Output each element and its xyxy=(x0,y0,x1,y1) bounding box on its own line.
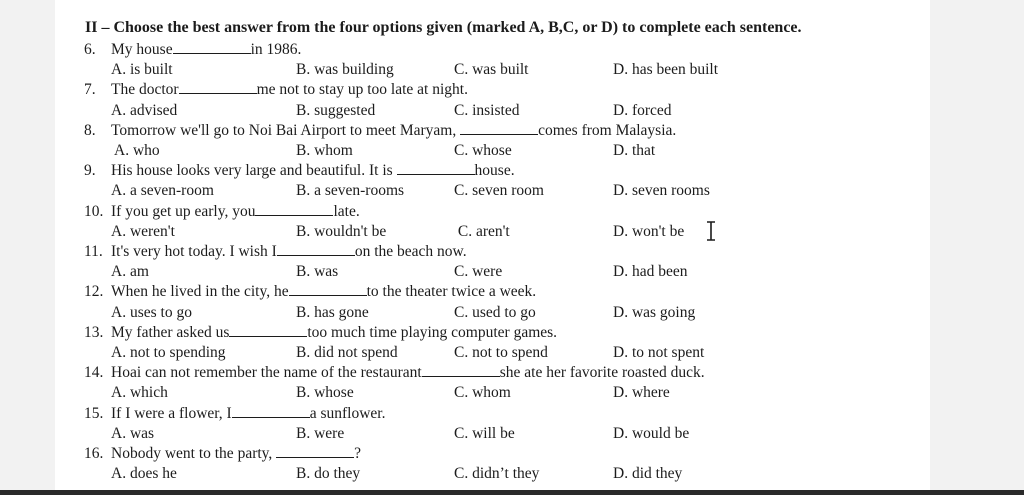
worksheet-page xyxy=(55,0,930,495)
answer-blank xyxy=(289,282,367,296)
option-c: C. aren't xyxy=(454,222,510,240)
question-number: 8. xyxy=(84,121,96,139)
option-b: B. do they xyxy=(296,465,361,483)
option-c: C. were xyxy=(454,263,503,281)
option-c: C. whose xyxy=(454,141,512,159)
section-heading: II – Choose the best answer from the four options given (marked A, B,C, or D) to complete each sentence. xyxy=(85,19,802,36)
question-number: 13. xyxy=(84,323,104,341)
answer-options xyxy=(84,464,924,484)
text-cursor-icon xyxy=(705,221,717,241)
question-6 xyxy=(84,40,924,80)
answer-blank xyxy=(179,80,257,94)
stem-before-blank: It's very hot today. I wish I xyxy=(111,242,277,260)
bottom-edge-bar xyxy=(0,490,1024,495)
stem-after-blank: a sunflower. xyxy=(309,404,386,422)
option-a: A. a seven-room xyxy=(111,182,214,200)
question-number: 7. xyxy=(84,81,96,99)
question-stem xyxy=(84,323,924,343)
answer-options xyxy=(84,424,924,444)
stem-after-blank: in 1986. xyxy=(250,41,302,58)
answer-blank xyxy=(276,444,354,458)
option-c: C. whom xyxy=(454,384,511,402)
stem-before-blank: My father asked us xyxy=(111,323,230,341)
question-number: 11. xyxy=(84,242,103,260)
answer-options xyxy=(84,60,924,80)
question-number: 10. xyxy=(84,202,104,220)
option-d: D. did they xyxy=(613,465,683,483)
question-16 xyxy=(84,444,924,484)
answer-options xyxy=(84,101,924,121)
question-13 xyxy=(84,323,924,363)
stem-after-blank: to the theater twice a week. xyxy=(366,283,537,301)
option-d: D. was going xyxy=(613,303,696,321)
question-8 xyxy=(84,121,924,161)
question-14 xyxy=(84,363,924,403)
option-d: D. where xyxy=(613,384,670,402)
answer-options xyxy=(84,383,924,403)
question-number: 12. xyxy=(84,283,104,301)
question-stem xyxy=(84,444,924,464)
question-number: 15. xyxy=(84,404,104,422)
option-d: D. had been xyxy=(613,263,688,281)
answer-blank xyxy=(173,40,251,54)
answer-blank xyxy=(277,242,355,256)
question-9 xyxy=(84,161,924,201)
stem-before-blank: When he lived in the city, he xyxy=(111,283,289,301)
option-c: C. used to go xyxy=(454,303,536,321)
option-d: D. that xyxy=(613,141,656,159)
stem-after-blank: comes from Malaysia. xyxy=(538,121,677,139)
option-d: D. would be xyxy=(613,424,690,442)
option-b: B. has gone xyxy=(296,303,369,321)
option-a: A. who xyxy=(111,141,160,159)
question-stem xyxy=(84,40,924,60)
option-b: B. were xyxy=(296,424,345,442)
answer-blank xyxy=(232,404,310,418)
option-d: D. to not spent xyxy=(613,343,705,361)
answer-blank xyxy=(460,121,538,135)
option-a: A. which xyxy=(111,384,168,402)
option-a: A. uses to go xyxy=(111,303,192,321)
question-12 xyxy=(84,282,924,322)
answer-blank xyxy=(255,202,333,216)
answer-blank xyxy=(397,161,475,175)
question-number: 6. xyxy=(84,41,96,58)
stem-before-blank: His house looks very large and beautiful. It is xyxy=(111,162,397,180)
option-d: D. forced xyxy=(613,101,672,119)
stem-before-blank: The doctor xyxy=(111,81,179,99)
question-10 xyxy=(84,202,924,242)
question-7 xyxy=(84,80,924,120)
option-b: B. whom xyxy=(296,141,353,159)
option-a: A. weren't xyxy=(111,222,175,240)
option-b: B. was building xyxy=(296,61,394,79)
question-number: 16. xyxy=(84,444,104,462)
option-c: C. will be xyxy=(454,424,515,442)
stem-before-blank: Nobody went to the party, xyxy=(111,444,277,462)
question-stem xyxy=(84,80,924,100)
question-11 xyxy=(84,242,924,282)
option-b: B. did not spend xyxy=(296,343,398,361)
option-c: C. was built xyxy=(454,61,529,79)
answer-options xyxy=(84,262,924,282)
stem-after-blank: on the beach now. xyxy=(354,242,467,260)
option-b: B. wouldn't be xyxy=(296,222,387,240)
answer-blank xyxy=(422,363,500,377)
question-15 xyxy=(84,404,924,444)
option-a: A. am xyxy=(111,263,149,281)
option-b: B. whose xyxy=(296,384,354,402)
question-number: 9. xyxy=(84,162,96,180)
option-b: B. was xyxy=(296,263,339,281)
option-b: B. a seven-rooms xyxy=(296,182,405,200)
stem-before-blank: My house xyxy=(111,41,173,58)
stem-after-blank: too much time playing computer games. xyxy=(307,323,558,341)
option-a: A. is built xyxy=(111,61,173,79)
answer-options xyxy=(84,303,924,323)
stem-after-blank: she ate her favorite roasted duck. xyxy=(499,364,705,382)
question-stem xyxy=(84,242,924,262)
question-stem xyxy=(84,202,924,222)
stem-after-blank: late. xyxy=(333,202,360,220)
stem-after-blank: me not to stay up too late at night. xyxy=(256,81,468,99)
option-a: A. does he xyxy=(111,465,177,483)
stem-before-blank: Hoai can not remember the name of the restaurant xyxy=(111,364,422,382)
option-a: A. not to spending xyxy=(111,343,226,361)
question-stem xyxy=(84,121,924,141)
answer-options xyxy=(84,181,924,201)
stem-before-blank: If you get up early, you xyxy=(111,202,256,220)
option-a: A. was xyxy=(111,424,155,442)
option-d: D. seven rooms xyxy=(613,182,710,200)
option-a: A. advised xyxy=(111,101,178,119)
answer-options xyxy=(84,222,924,242)
option-b: B. suggested xyxy=(296,101,376,119)
stem-before-blank: If I were a flower, I xyxy=(111,404,232,422)
option-c: C. didn’t they xyxy=(454,465,540,483)
answer-blank xyxy=(229,323,307,337)
option-c: C. not to spend xyxy=(454,343,548,361)
question-stem xyxy=(84,404,924,424)
stem-after-blank: house. xyxy=(474,162,515,180)
answer-options xyxy=(84,141,924,161)
question-list xyxy=(84,40,924,484)
question-stem xyxy=(84,363,924,383)
option-c: C. insisted xyxy=(454,101,520,119)
option-d: D. won't be xyxy=(613,222,685,240)
question-number: 14. xyxy=(84,364,104,382)
question-stem xyxy=(84,282,924,302)
answer-options xyxy=(84,343,924,363)
question-stem xyxy=(84,161,924,181)
option-c: C. seven room xyxy=(454,182,544,200)
stem-after-blank: ? xyxy=(354,444,362,462)
stem-before-blank: Tomorrow we'll go to Noi Bai Airport to meet Maryam, xyxy=(111,121,461,139)
option-d: D. has been built xyxy=(613,61,719,79)
